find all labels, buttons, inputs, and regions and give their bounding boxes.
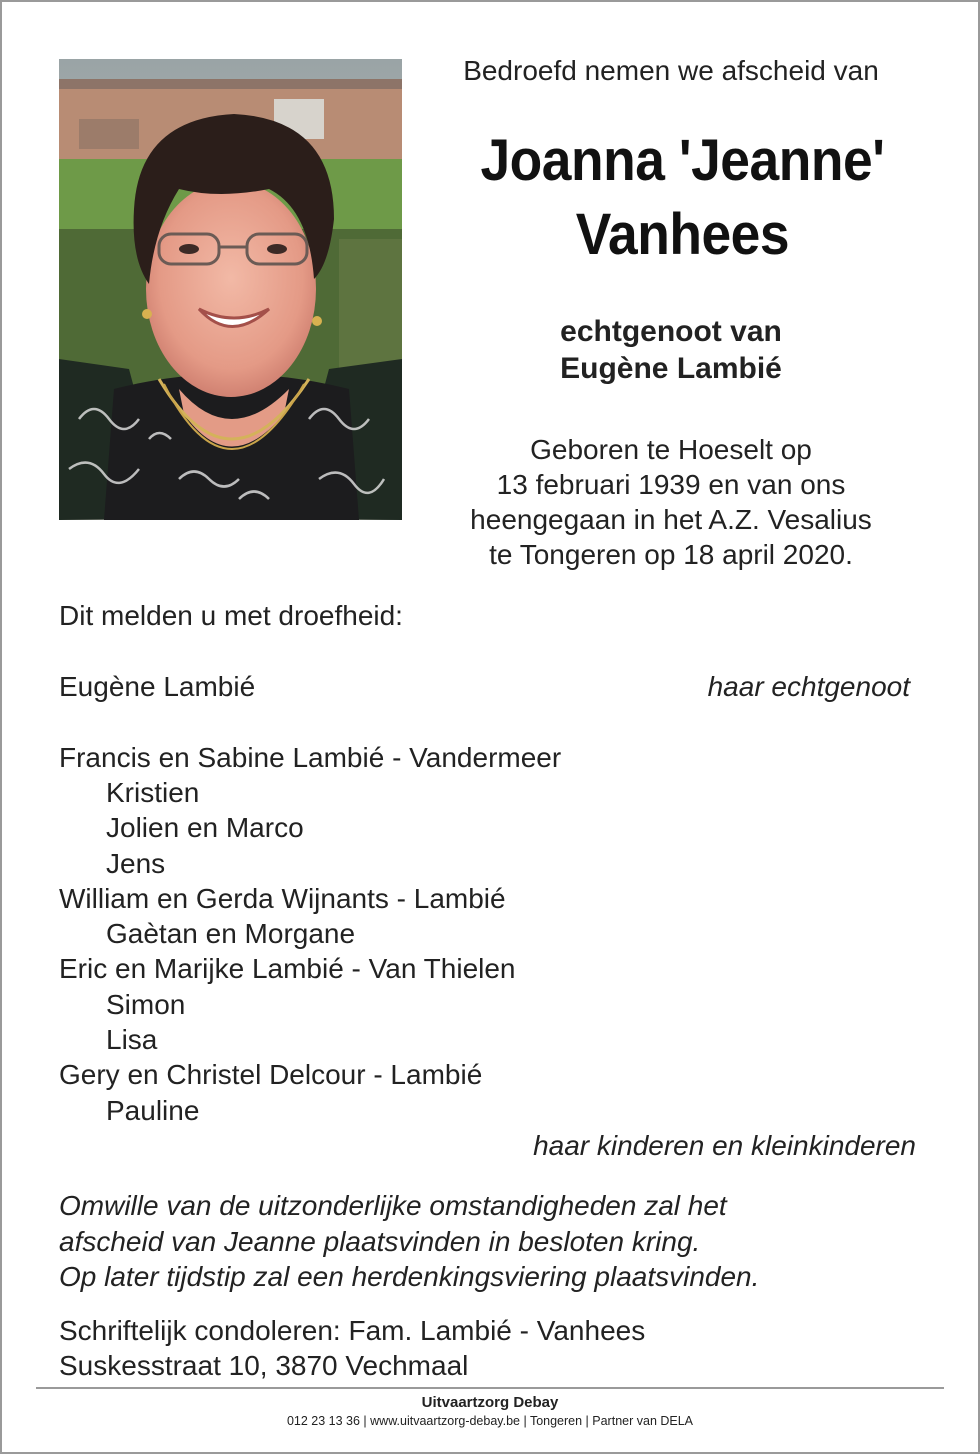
birth-line: Geboren te Hoeselt op — [530, 434, 812, 465]
spouse-info — [420, 313, 922, 387]
grandchild: Simon — [106, 989, 186, 1020]
deceased-name — [441, 124, 924, 272]
name-last: Vanhees — [575, 202, 790, 267]
husband-name: Eugène Lambié — [59, 671, 256, 702]
condolence-line: Schriftelijk condoleren: Fam. Lambié - Vanhees — [59, 1315, 646, 1346]
notice-line: Op later tijdstip zal een herdenkingsviering plaatsvinden. — [59, 1261, 760, 1292]
birth-line: 13 februari 1939 en van ons — [496, 469, 846, 500]
birth-line: te Tongeren op 18 april 2020. — [489, 539, 853, 570]
family-member: Eric en Marijke Lambié - Van Thielen — [59, 953, 516, 984]
family-member: William en Gerda Wijnants - Lambié — [59, 883, 506, 914]
husband-role: haar echtgenoot — [707, 671, 910, 702]
portrait-photo — [59, 59, 402, 520]
grandchild: Lisa — [106, 1024, 158, 1055]
family-member: Francis en Sabine Lambié - Vandermeer — [59, 742, 562, 773]
family-role: haar kinderen en kleinkinderen — [533, 1130, 916, 1161]
footer-divider — [36, 1387, 944, 1389]
notice-line: afscheid van Jeanne plaatsvinden in besloten kring. — [59, 1226, 701, 1257]
name-first: Joanna 'Jeanne' — [480, 128, 885, 193]
grandchild: Kristien — [106, 777, 200, 808]
grandchild: Gaètan en Morgane — [106, 918, 356, 949]
family-member: Gery en Christel Delcour - Lambié — [59, 1059, 483, 1090]
spouse-name: Eugène Lambié — [560, 352, 782, 385]
grandchild: Jens — [106, 848, 166, 879]
announce-text: Dit melden u met droefheid: — [59, 600, 403, 631]
intro-text: Bedroefd nemen we afscheid van — [463, 55, 879, 86]
spouse-label: echtgenoot van — [560, 315, 782, 348]
birth-line: heengegaan in het A.Z. Vesalius — [470, 504, 872, 535]
notice-line: Omwille van de uitzonderlijke omstandigheden zal het — [59, 1190, 727, 1221]
grandchild: Jolien en Marco — [106, 812, 304, 843]
funeral-company: Uitvaartzorg Debay — [421, 1394, 559, 1411]
condolence-address: Suskesstraat 10, 3870 Vechmaal — [59, 1350, 469, 1381]
grandchild: Pauline — [106, 1095, 200, 1126]
funeral-company-details: 012 23 13 36 | www.uitvaartzorg-debay.be | Tongeren | Partner van DELA — [286, 1414, 694, 1428]
birth-death-info — [420, 432, 922, 572]
